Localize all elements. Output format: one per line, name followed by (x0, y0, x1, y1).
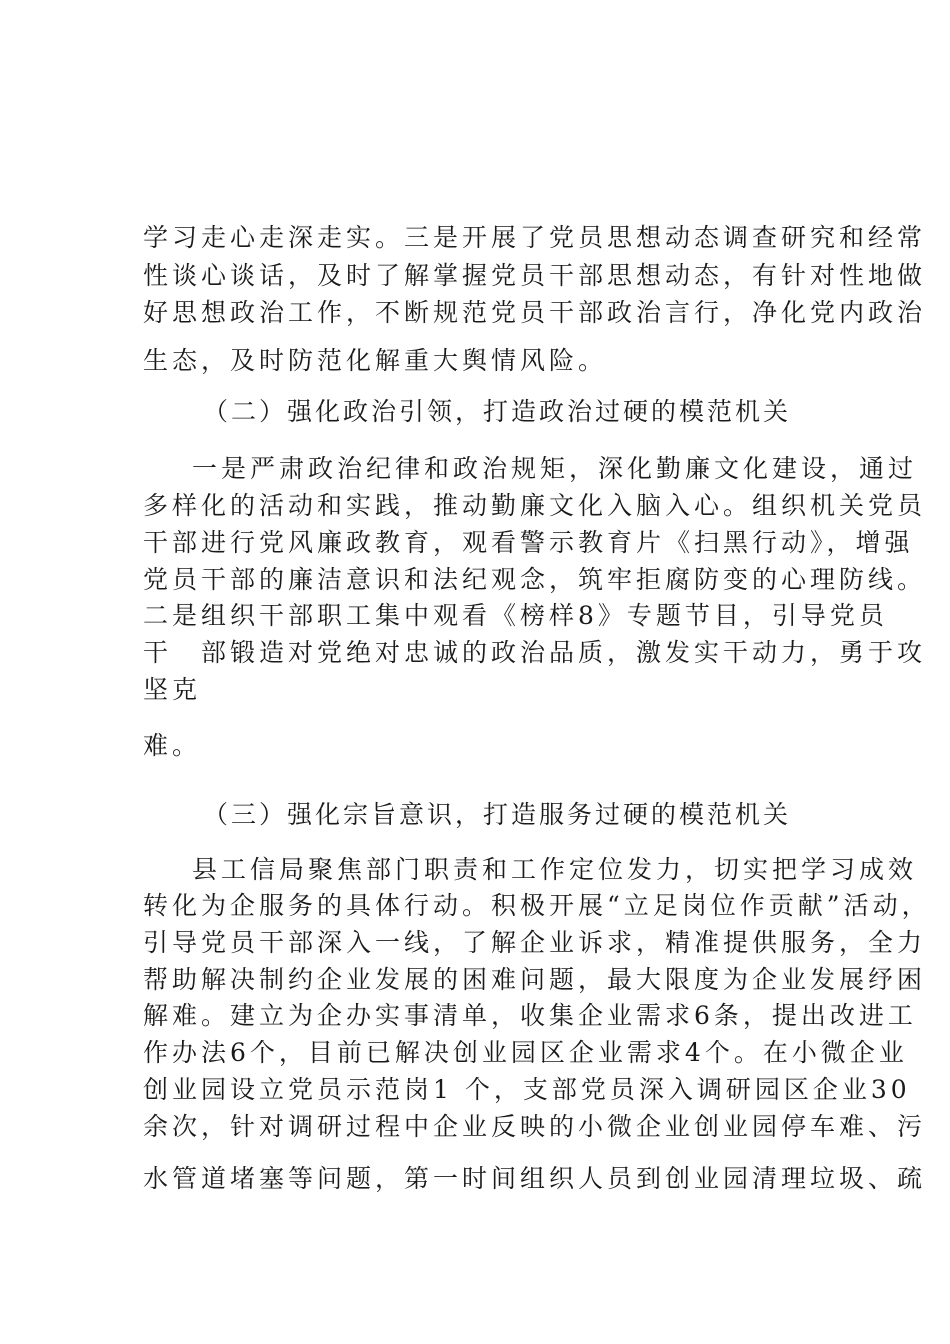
body-text-line: 引导党员干部深入一线，了解企业诉求，精准提供服务，全力 (143, 928, 927, 957)
body-text-line: 好思想政治工作，不断规范党员干部政治言行，净化党内政治 (143, 298, 927, 327)
body-text-line: 坚克 (143, 675, 202, 704)
section-heading: （三）强化宗旨意识，打造服务过硬的模范机关 (203, 800, 792, 829)
body-text-line: 生态，及时防范化解重大舆情风险。 (143, 346, 608, 375)
body-text-line: 二是组织干部职工集中观看《榜样8》专题节目，引导党员 (143, 601, 888, 630)
body-text-line: 性谈心谈话，及时了解掌握党员干部思想动态，有针对性地做 (143, 261, 927, 290)
section-heading: （二）强化政治引领，打造政治过硬的模范机关 (203, 397, 792, 426)
body-text-line: 作办法6个，目前已解决创业园区企业需求4个。在小微企业 (143, 1038, 908, 1067)
body-text-line: 转化为企服务的具体行动。积极开展“立足岗位作贡献”活动， (143, 891, 931, 920)
body-text-line: 干部进行党风廉政教育，观看警示教育片《扫黑行动》，增强 (143, 528, 914, 557)
body-text-line: 学习走心走深走实。三是开展了党员思想动态调查研究和经常 (143, 223, 927, 252)
body-text-line: 多样化的活动和实践，推动勤廉文化入脑入心。组织机关党员 (143, 491, 927, 520)
body-text-line: 一是严肃政治纪律和政治规矩，深化勤廉文化建设，通过 (192, 454, 918, 483)
body-text-line: 余次，针对调研过程中企业反映的小微企业创业园停车难、污 (143, 1112, 927, 1141)
body-text-line: 县工信局聚焦部门职责和工作定位发力，切实把学习成效 (192, 855, 918, 884)
body-text-line: 党员干部的廉洁意识和法纪观念，筑牢拒腐防变的心理防线。 (143, 565, 927, 594)
body-text-line: 干 部锻造对党绝对忠诚的政治品质，激发实干动力，勇于攻 (143, 638, 927, 667)
body-text-line: 水管道堵塞等问题，第一时间组织人员到创业园清理垃圾、疏 (143, 1164, 927, 1193)
body-text-line: 解难。建立为企办实事清单，收集企业需求6条，提出改进工 (143, 1001, 917, 1030)
body-text-line: 帮助解决制约企业发展的困难问题，最大限度为企业发展纾困 (143, 965, 927, 994)
body-text-line: 创业园设立党员示范岗1 个，支部党员深入调研园区企业30 (143, 1075, 911, 1104)
body-text-line: 难。 (143, 731, 202, 760)
